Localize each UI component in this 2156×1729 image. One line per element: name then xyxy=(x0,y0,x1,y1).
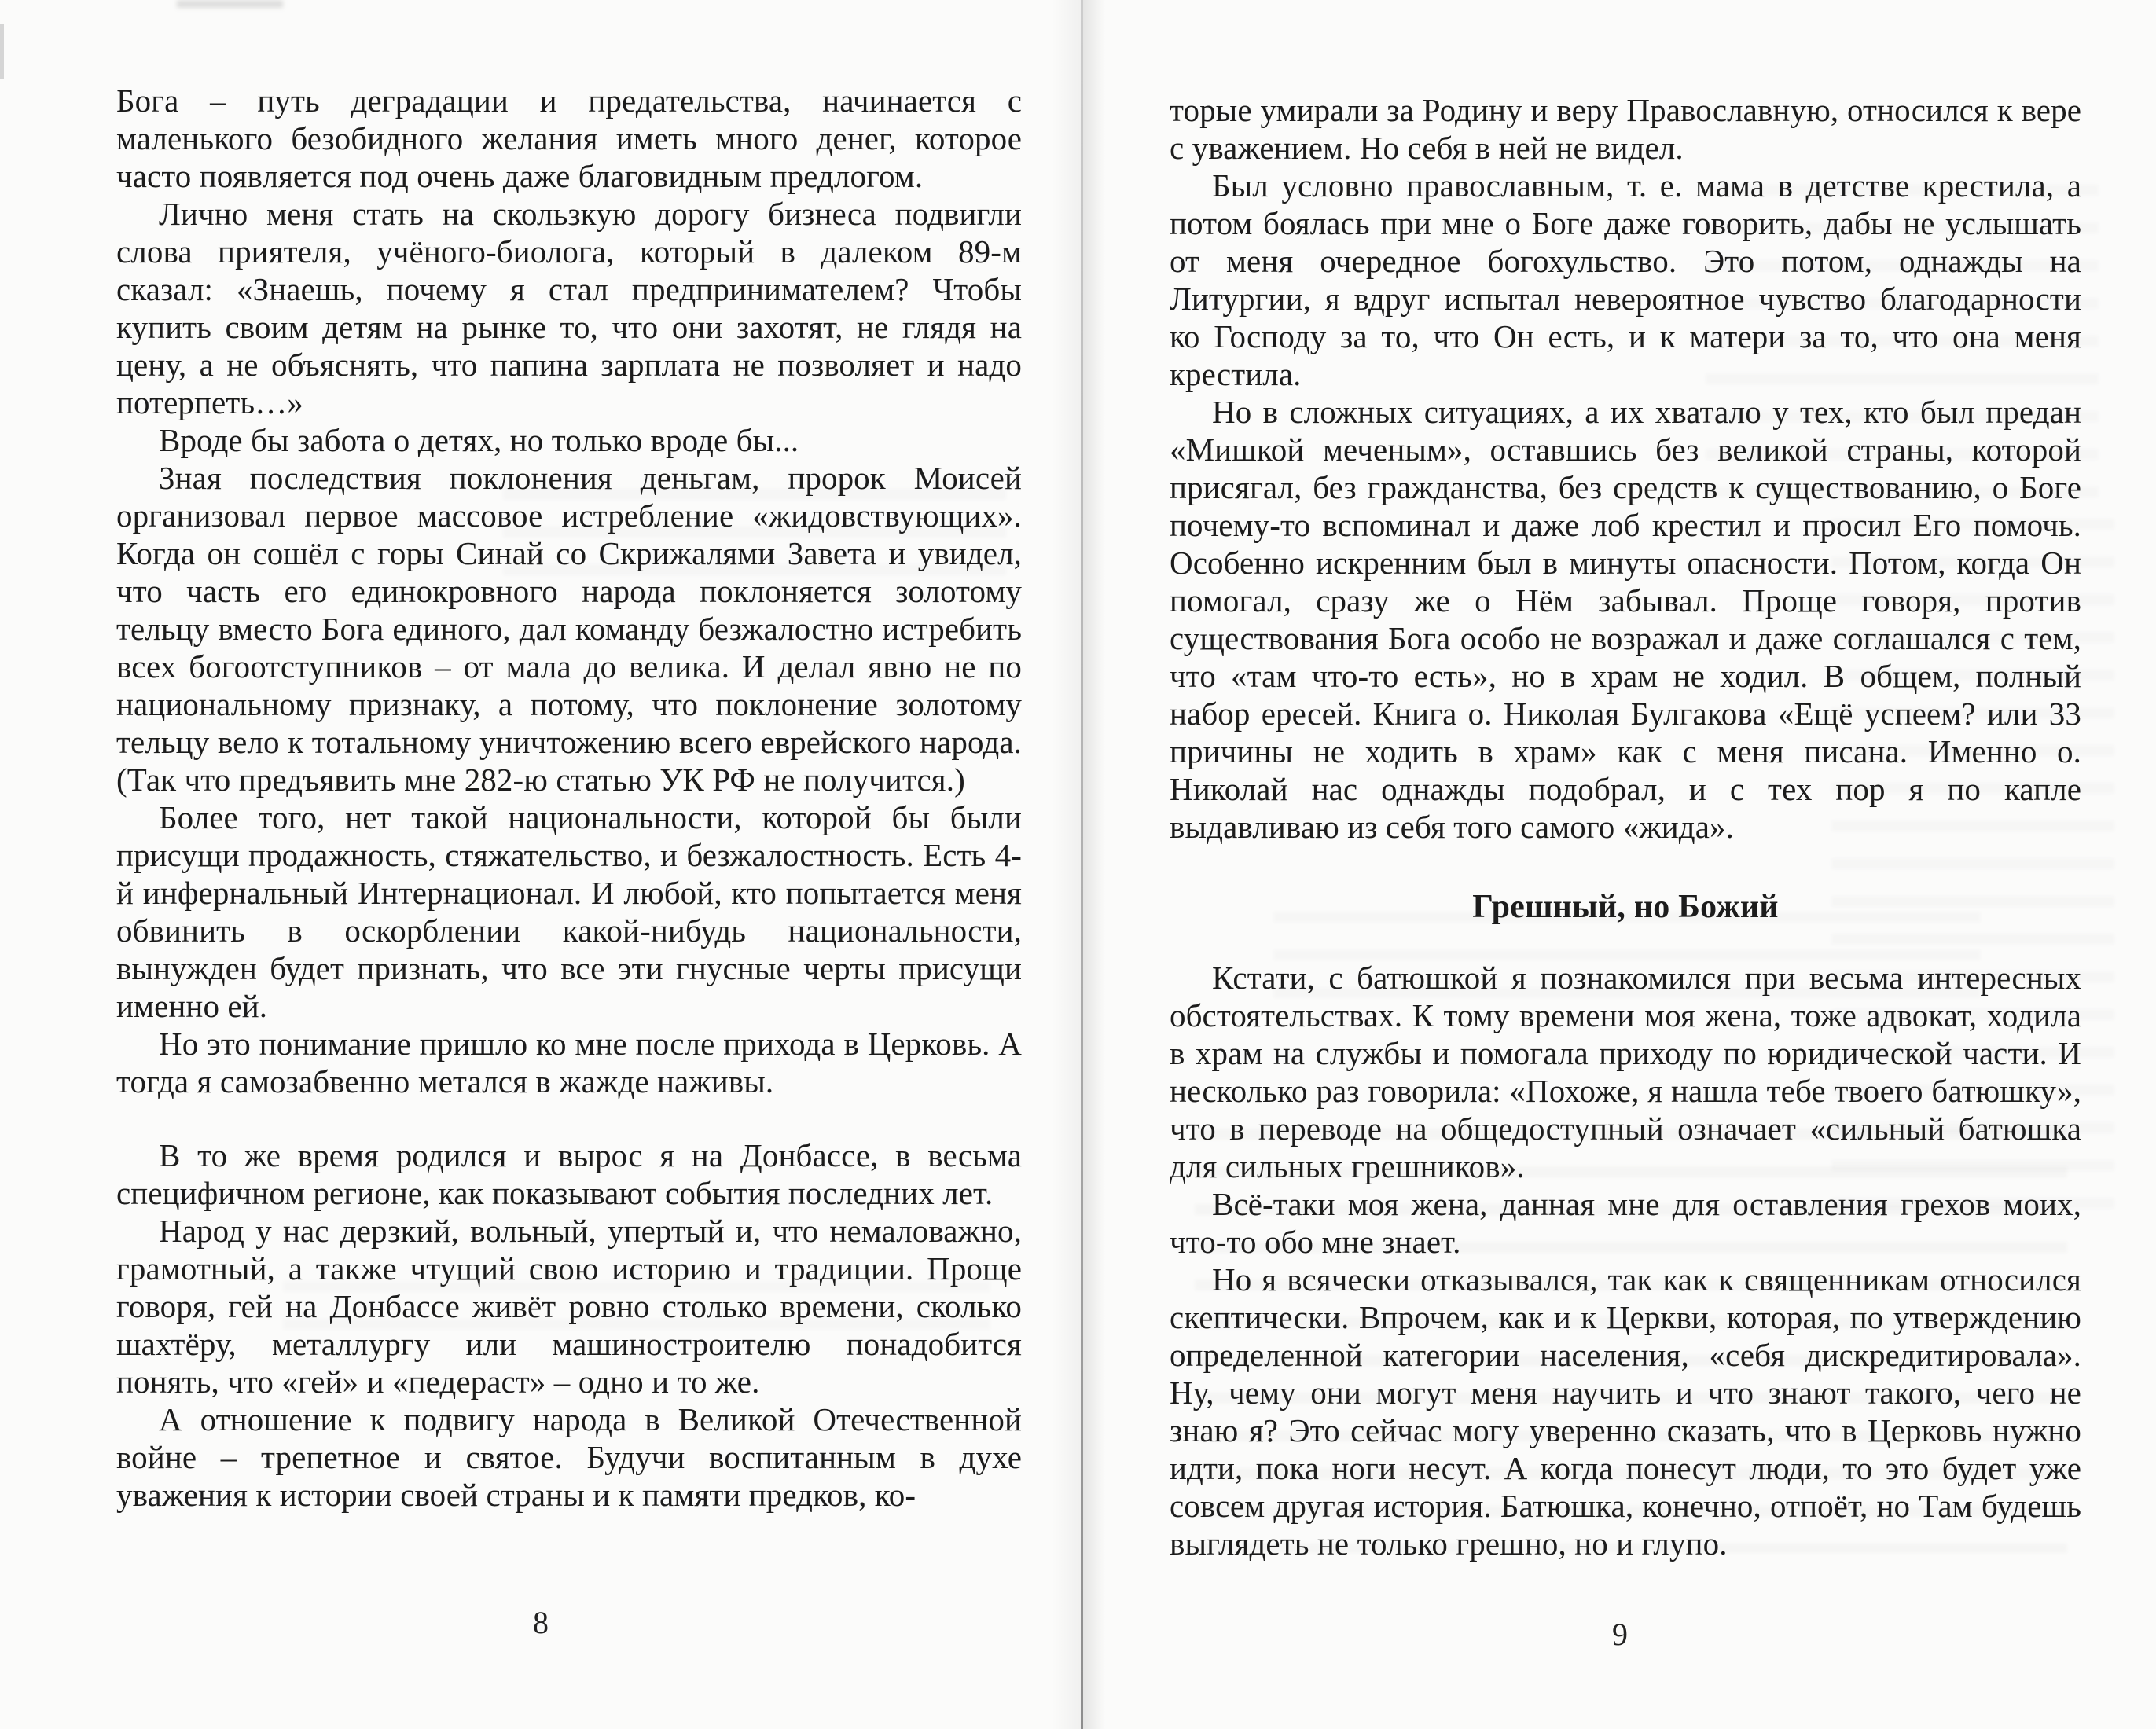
page-number: 8 xyxy=(533,1605,549,1640)
section-heading: Грешный, но Божий xyxy=(1472,889,1779,925)
body-paragraph: Был условно православным, т. е. мама в детстве крестила, а потом боялась при мне о Боге даже говорить, дабы не услышать от меня очередное богохульство. Это потом, однажды на Литургии, я вдруг испытал невероятное чувство благодарности ко Господу за то, что Он есть, и к матери за то, что она меня крестила. xyxy=(1170,167,2081,392)
page-number: 9 xyxy=(1612,1617,1628,1652)
body-paragraph: Кстати, с батюшкой я познакомился при весьма интересных обстоятельствах. К тому времени моя жена, тоже адвокат, ходила в храм на службы и помогала приходу по юридической части. И несколько раз говорила: «Похоже, я нашла тебе твоего батюшку», что в переводе на общедоступный означает «сильный батюшка для сильных грешников». xyxy=(1170,960,2081,1184)
body-paragraph: А отношение к подвигу народа в Великой Отечественной войне – трепетное и святое. Будучи воспитанным в духе уважения к истории своей страны и к памяти предков, ко- xyxy=(116,1401,1022,1513)
body-paragraph: Народ у нас дерзкий, вольный, упертый и, что немаловажно, грамотный, а также чтущий свою историю и традиции. Проще говоря, гей на Донбассе живёт ровно столько времени, сколько шахтёру, металлургу или машиностроителю понадобится понять, что «гей» и «педераст» – одно и то же. xyxy=(116,1213,1022,1400)
body-paragraph: В то же время родился и вырос я на Донбассе, в весьма специфичном регионе, как показывают события последних лет. xyxy=(116,1137,1022,1211)
right-page xyxy=(1084,0,2156,1729)
body-paragraph: Но это понимание пришло ко мне после прихода в Церковь. А тогда я самозабвенно метался в жажде наживы. xyxy=(116,1026,1022,1099)
gutter-shadow-left xyxy=(1052,0,1081,1729)
body-paragraph: торые умирали за Родину и веру Православную, относился к вере с уважением. Но себя в ней не видел. xyxy=(1170,92,2081,166)
scan-edge-artifact xyxy=(0,24,4,79)
left-page-text xyxy=(116,82,1022,1514)
right-page-text xyxy=(1170,91,2081,1562)
body-paragraph: Вроде бы забота о детях, но только вроде бы... xyxy=(159,422,799,458)
body-paragraph: Зная последствия поклонения деньгам, пророк Моисей организовал первое массовое истребление «жидовствующих». Когда он сошёл с горы Синай со Скрижалями Завета и увидел, что часть его единокровного народа поклоняется золотому тельцу вместо Бога единого, дал команду безжалостно истребить всех богоотступников – от мала до велика. И делал явно не по национальному признаку, а потому, что поклонение золотому тельцу вело к тотальному уничтожению всего еврейского народа. (Так что предъявить мне 282-ю статью УК РФ не получится.) xyxy=(116,460,1022,798)
body-paragraph: Лично меня стать на скользкую дорогу бизнеса подвигли слова приятеля, учёного-биолога, который в далеком 89-м сказал: «Знаешь, почему я стал предпринимателем? Чтобы купить своим детям на рынке то, что они захотят, не глядя на цену, а не объяснять, что папина зарплата не позволяет и надо потерпеть…» xyxy=(116,196,1022,420)
body-paragraph: Более того, нет такой национальности, которой бы были присущи продажность, стяжательство, и безжалостность. Есть 4-й инфернальный Интернационал. И любой, кто попытается меня обвинить в оскорблении какой-нибудь национальности, вынужден будет признать, что все эти гнусные черты присущи именно ей. xyxy=(116,799,1022,1024)
gutter-shadow-right xyxy=(1083,0,1105,1729)
body-paragraph: Но в сложных ситуациях, а их хватало у тех, кто был предан «Мишкой меченым», оставшись без великой страны, которой присягал, без гражданства, без средств к существованию, о Боге почему-то вспоминал и даже лоб крестил и просил Его помочь. Особенно искренним был в минуты опасности. Потом, когда Он помогал, сразу же о Нём забывал. Проще говоря, против существования Бога особо не возражал и даже соглашался с тем, что «там что-то есть», но в храм не ходил. В общем, полный набор ересей. Книга о. Николая Булгакова «Ещё успеем? или 33 причины не ходить в храм» как с меня писана. Именно о. Николай нас однажды подобрал, и с тех пор я по капле выдавливаю из себя того самого «жида». xyxy=(1170,394,2081,845)
body-paragraph: Всё-таки моя жена, данная мне для оставления грехов моих, что-то обо мне знает. xyxy=(1170,1186,2081,1260)
scan-smudge-artifact xyxy=(177,0,283,8)
body-paragraph: Бога – путь деградации и предательства, начинается с маленького безобидного желания иметь много денег, которое часто появляется под очень даже благовидным предлогом. xyxy=(116,83,1022,194)
body-paragraph: Но я всячески отказывался, так как к священникам относился скептически. Впрочем, как и к Церкви, которая, по утверждению определенной категории населения, «себя дискредитировала». Ну, чему они могут меня научить и что знают такого, чего не знаю я? Это сейчас могу уверенно сказать, что в Церковь нужно идти, пока ноги несут. А когда понесут люди, то это будет уже совсем другая история. Батюшка, конечно, отпоёт, но Там будешь выглядеть не только грешно, но и глупо. xyxy=(1170,1261,2081,1562)
